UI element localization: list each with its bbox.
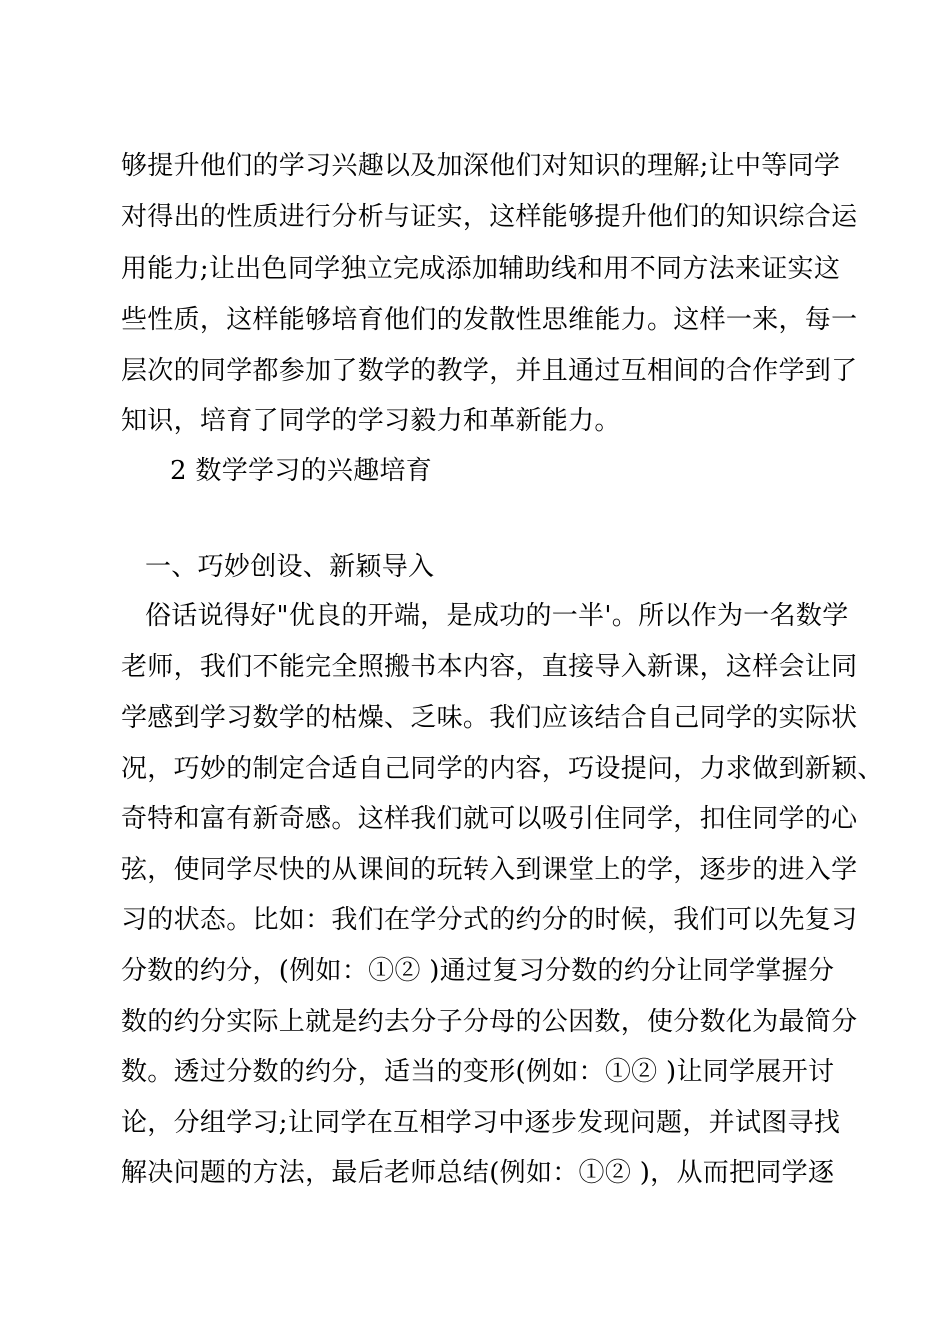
body-text-line: 数。透过分数的约分，适当的变形(例如：①② )让同学展开讨 <box>121 1057 835 1087</box>
body-text-line: 学感到学习数学的枯燥、乏味。我们应该结合自己同学的实际状 <box>121 703 858 733</box>
body-text-line: 况，巧妙的制定合适自己同学的内容，巧设提问，力求做到新颖、 <box>121 754 884 784</box>
body-text-line: 奇特和富有新奇感。这样我们就可以吸引住同学，扣住同学的心 <box>121 804 858 834</box>
body-text-line: 用能力;让出色同学独立完成添加辅助线和用不同方法来证实这 <box>121 254 841 284</box>
body-text-line: 弦，使同学尽快的从课间的玩转入到课堂上的学，逐步的进入学 <box>121 855 858 885</box>
body-text-line: 论，分组学习;让同学在互相学习中逐步发现问题，并试图寻找 <box>121 1108 841 1138</box>
body-text-line: 分数的约分，(例如：①② )通过复习分数的约分让同学掌握分 <box>121 956 835 986</box>
body-text-line: 老师，我们不能完全照搬书本内容，直接导入新课，这样会让同 <box>121 652 858 682</box>
subsection-heading: 一、巧妙创设、新颖导入 <box>145 552 435 582</box>
section-heading: 2 数学学习的兴趣培育 <box>170 456 433 486</box>
body-text-line: 层次的同学都参加了数学的教学，并且通过互相间的合作学到了 <box>121 356 858 386</box>
body-text-line: 知识，培育了同学的学习毅力和革新能力。 <box>121 406 621 436</box>
body-text-line: 数的约分实际上就是约去分子分母的公因数，使分数化为最简分 <box>121 1007 858 1037</box>
body-text-line: 对得出的性质进行分析与证实，这样能够提升他们的知识综合运 <box>121 202 858 232</box>
body-text-line: 习的状态。比如：我们在学分式的约分的时候，我们可以先复习 <box>121 905 858 935</box>
body-text-line: 够提升他们的学习兴趣以及加深他们对知识的理解;让中等同学 <box>121 151 841 181</box>
body-text-line: 些性质，这样能够培育他们的发散性思维能力。这样一来，每一 <box>121 305 858 335</box>
body-text-line: 俗话说得好"优良的开端，是成功的一半'。所以作为一名数学 <box>145 601 849 631</box>
body-text-line: 解决问题的方法，最后老师总结(例如：①② )，从而把同学逐 <box>121 1158 835 1188</box>
